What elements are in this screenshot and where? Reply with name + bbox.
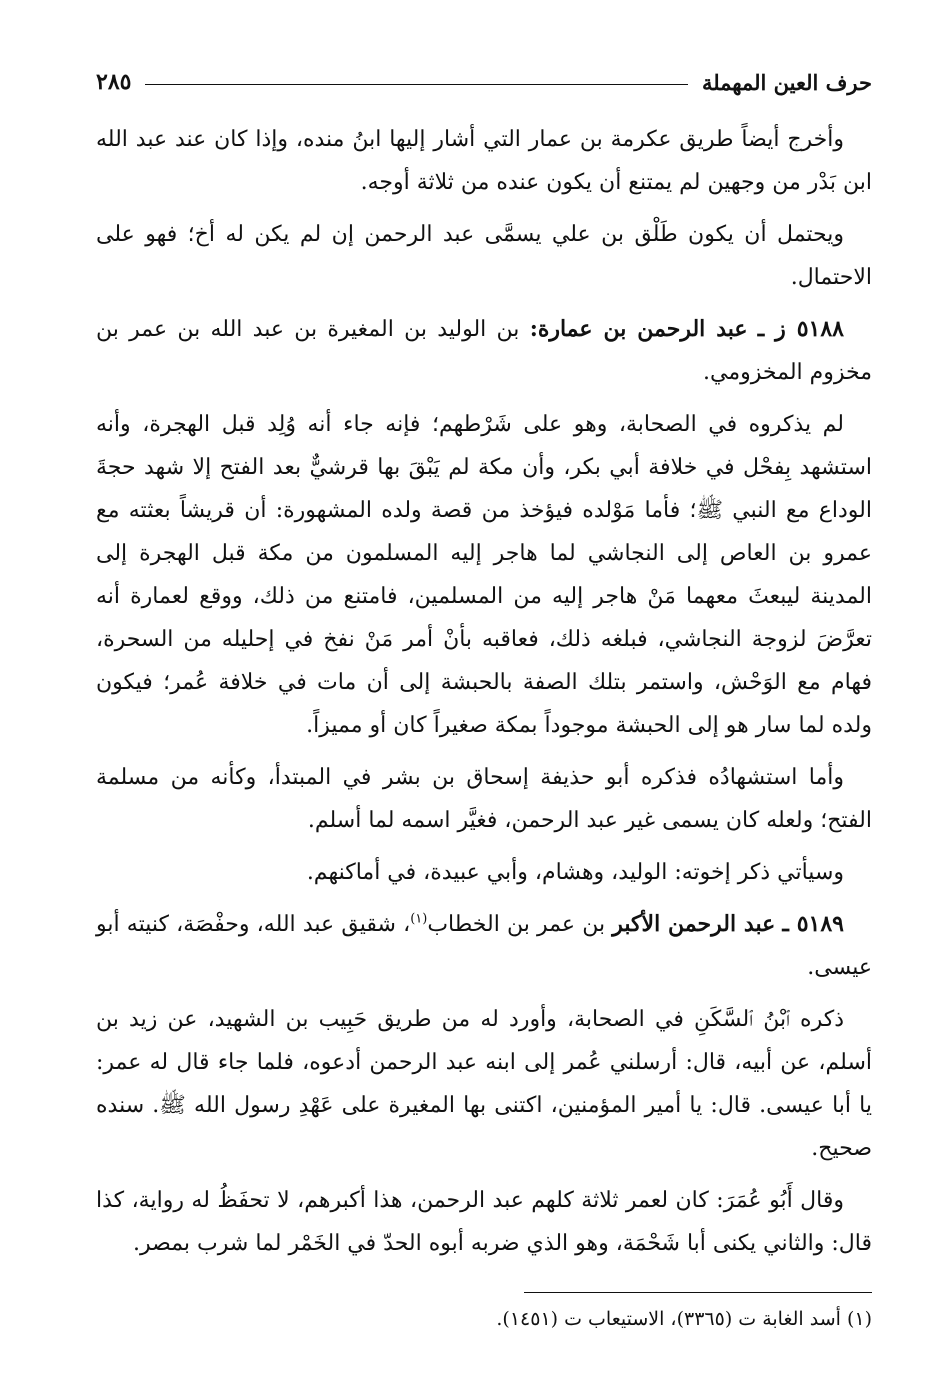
page-body [96,118,872,1274]
entry-name: عبد الرحمن الأكبر [612,911,776,937]
paragraph: لم يذكروه في الصحابة، وهو على شَرْطهم؛ فإنه جاء أنه وُلِد قبل الهجرة، وأنه استشهد بِفحْل في خلافة أبي بكر، وأن مكة لم يَبْقَ بها قرشيٌّ بعد الفتح إلا شهد حجةَ الوداع مع النبي ﷺ؛ فأما مَوْلده فيؤخذ من قصة ولده المشهورة: أن قريشاً بعثته مع عمرو بن العاص إلى النجاشي لما هاجر إليه المسلمون من مكة قبل الهجرة إلى المدينة ليبعثَ معهما مَنْ هاجر إليه من المسلمين، فامتنع من ذلك، ووقع لعمارة أنه تعرَّضَ لزوجة النجاشي، فبلغه ذلك، فعاقبه بأنْ أمر مَنْ نفخ في إحليله من السحرة، فهام مع الوَحْش، واستمر بتلك الصفة بالحبشة إلى أن مات في خلافة عُمر؛ فيكون ولده لما سار هو إلى الحبشة موجوداً بمكة صغيراً كان أو مميزاً. [96,412,872,738]
paragraph: ذكره ٱبْنُ ٱلسَّكَنِ في الصحابة، وأورد له من طريق حَبِيب بن الشهيد، عن زيد بن أسلم، عن أبيه، قال: أرسلني عُمر إلى ابنه عبد الرحمن أدعوه، فلما جاء قال له عمر: يا أبا عيسى. قال: يا أمير المؤمنين، اكتنى بها المغيرة على عَهْدِ رسول الله ﷺ. سنده صحيح. [96,1007,872,1161]
entry-number: ٥١٨٨ ز ـ [757,316,844,342]
entry-heading-5188 [96,308,872,394]
paragraph: ويحتمل أن يكون طَلْق بن علي يسمَّى عبد الرحمن إن لم يكن له أخ؛ فهو على الاحتمال. [96,222,872,290]
entry-name: عبد الرحمن بن عمارة: [529,316,748,342]
paragraph: وقال أَبُو عُمَرَ: كان لعمر ثلاثة كلهم عبد الرحمن، هذا أكبرهم، لا تحفَظُ له رواية، كذا قال: والثاني يكنى أبا شَحْمَة، وهو الذي ضربه أبوه الحدّ في الخَمْر لما شرب بمصر. [96,1188,872,1256]
footnote: (١) أسد الغابة ت (٣٣٦٥)، الاستيعاب ت (١٤٥١). [496,1308,872,1330]
entry-number: ٥١٨٩ ـ [782,911,844,937]
running-title: حرف العين المهملة [701,69,872,95]
header-rule [145,84,687,85]
footnote-rule [524,1292,872,1293]
paragraph: وأخرج أيضاً طريق عكرمة بن عمار التي أشار إليها ابنُ منده، وإذا كان عند عبد الله ابن بَدْر من وجهين لم يمتنع أن يكون عنده من ثلاثة أوجه. [96,127,872,195]
paragraph: وأما استشهادُه فذكره أبو حذيفة إسحاق بن بشر في المبتدأ، وكأنه من مسلمة الفتح؛ ولعله كان يسمى غير عبد الرحمن، فغيَّر اسمه لما أسلم. [96,765,872,833]
page-header [96,62,872,102]
entry-lineage: بن الوليد بن المغيرة بن عبد الله بن عمر بن مخزوم المخزومي. [96,317,872,385]
page-number: ٢٨٥ [96,69,132,95]
paragraph: وسيأتي ذكر إخوته: الوليد، وهشام، وأبي عبيدة، في أماكنهم. [306,860,844,885]
entry-lineage: بن عمر بن الخطاب [427,912,606,937]
footnote-marker[interactable]: (١) [410,911,428,927]
entry-lineage-continued: ، شقيق عبد الله، وحفْصَة، كنيته أبو عيسى. [96,912,872,980]
entry-heading-5189 [96,903,872,989]
